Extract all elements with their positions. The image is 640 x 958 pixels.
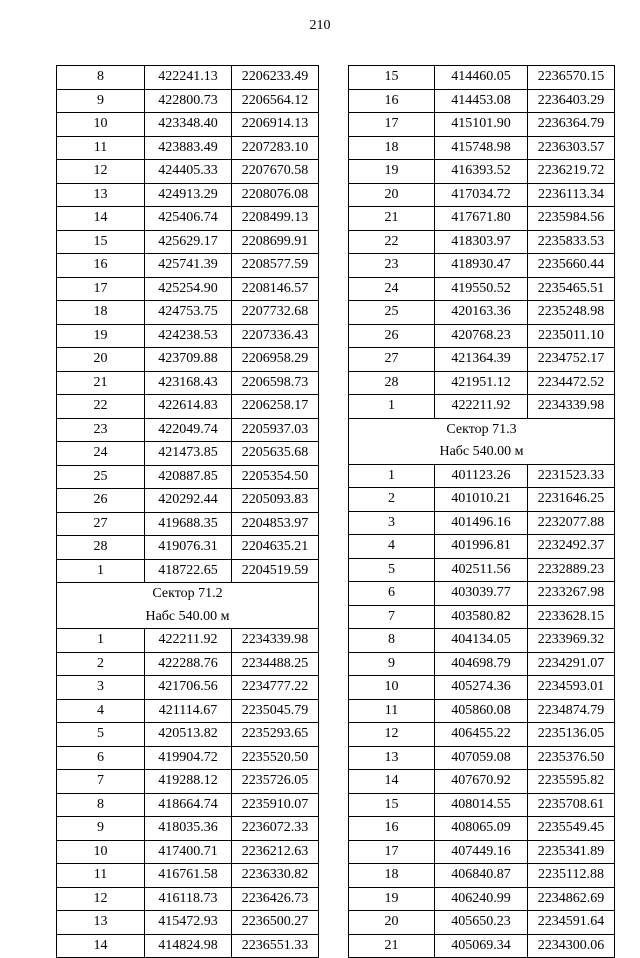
y-coordinate-cell: 2206914.13 xyxy=(232,113,319,137)
x-coordinate-cell: 401123.26 xyxy=(435,464,528,488)
x-coordinate-cell: 422614.83 xyxy=(145,395,232,419)
table-row xyxy=(349,864,615,888)
x-coordinate-cell: 418664.74 xyxy=(145,793,232,817)
point-number-cell: 27 xyxy=(349,348,435,372)
point-number-cell: 2 xyxy=(57,652,145,676)
point-number-cell: 19 xyxy=(349,887,435,911)
point-number-cell: 15 xyxy=(349,66,435,90)
table-row xyxy=(57,817,319,841)
point-number-cell: 24 xyxy=(349,277,435,301)
table-row xyxy=(349,911,615,935)
x-coordinate-cell: 419288.12 xyxy=(145,770,232,794)
point-number-cell: 21 xyxy=(57,371,145,395)
x-coordinate-cell: 414460.05 xyxy=(435,66,528,90)
table-row xyxy=(349,535,615,559)
point-number-cell: 23 xyxy=(349,254,435,278)
point-number-cell: 18 xyxy=(349,864,435,888)
x-coordinate-cell: 423883.49 xyxy=(145,136,232,160)
point-number-cell: 17 xyxy=(349,840,435,864)
point-number-cell: 1 xyxy=(349,395,435,419)
table-row xyxy=(349,89,615,113)
table-row xyxy=(57,230,319,254)
point-number-cell: 8 xyxy=(57,793,145,817)
point-number-cell: 23 xyxy=(57,418,145,442)
y-coordinate-cell: 2231523.33 xyxy=(528,464,615,488)
x-coordinate-cell: 416393.52 xyxy=(435,160,528,184)
y-coordinate-cell: 2206958.29 xyxy=(232,348,319,372)
x-coordinate-cell: 418035.36 xyxy=(145,817,232,841)
x-coordinate-cell: 417034.72 xyxy=(435,183,528,207)
table-row xyxy=(349,254,615,278)
y-coordinate-cell: 2207732.68 xyxy=(232,301,319,325)
y-coordinate-cell: 2234291.07 xyxy=(528,652,615,676)
x-coordinate-cell: 408065.09 xyxy=(435,817,528,841)
table-row xyxy=(57,277,319,301)
x-coordinate-cell: 420292.44 xyxy=(145,489,232,513)
point-number-cell: 10 xyxy=(349,676,435,700)
y-coordinate-cell: 2236426.73 xyxy=(232,887,319,911)
table-row xyxy=(349,207,615,231)
table-row xyxy=(349,511,615,535)
y-coordinate-cell: 2235465.51 xyxy=(528,277,615,301)
y-coordinate-cell: 2236212.63 xyxy=(232,840,319,864)
point-number-cell: 12 xyxy=(57,887,145,911)
point-number-cell: 27 xyxy=(57,512,145,536)
y-coordinate-cell: 2205635.68 xyxy=(232,442,319,466)
y-coordinate-cell: 2208499.13 xyxy=(232,207,319,231)
table-row xyxy=(57,136,319,160)
point-number-cell: 9 xyxy=(57,817,145,841)
x-coordinate-cell: 415472.93 xyxy=(145,911,232,935)
point-number-cell: 21 xyxy=(349,934,435,958)
point-number-cell: 13 xyxy=(349,746,435,770)
point-number-cell: 19 xyxy=(349,160,435,184)
x-coordinate-cell: 401496.16 xyxy=(435,511,528,535)
x-coordinate-cell: 422241.13 xyxy=(145,66,232,90)
x-coordinate-cell: 406455.22 xyxy=(435,723,528,747)
point-number-cell: 28 xyxy=(57,536,145,560)
table-row xyxy=(57,559,319,583)
x-coordinate-cell: 415101.90 xyxy=(435,113,528,137)
table-row xyxy=(57,629,319,653)
table-row xyxy=(349,817,615,841)
y-coordinate-cell: 2205354.50 xyxy=(232,465,319,489)
y-coordinate-cell: 2233628.15 xyxy=(528,605,615,629)
y-coordinate-cell: 2235833.53 xyxy=(528,230,615,254)
table-row xyxy=(57,864,319,888)
table-row xyxy=(57,465,319,489)
y-coordinate-cell: 2205093.83 xyxy=(232,489,319,513)
x-coordinate-cell: 419076.31 xyxy=(145,536,232,560)
sector-header-row xyxy=(349,441,615,464)
table-row xyxy=(57,324,319,348)
x-coordinate-cell: 420163.36 xyxy=(435,301,528,325)
x-coordinate-cell: 425741.39 xyxy=(145,254,232,278)
y-coordinate-cell: 2234339.98 xyxy=(528,395,615,419)
y-coordinate-cell: 2236500.27 xyxy=(232,911,319,935)
y-coordinate-cell: 2234752.17 xyxy=(528,348,615,372)
x-coordinate-cell: 422211.92 xyxy=(145,629,232,653)
table-row xyxy=(57,887,319,911)
point-number-cell: 15 xyxy=(349,793,435,817)
x-coordinate-cell: 421706.56 xyxy=(145,676,232,700)
coordinates-table-right xyxy=(348,65,615,958)
x-coordinate-cell: 408014.55 xyxy=(435,793,528,817)
point-number-cell: 6 xyxy=(57,746,145,770)
table-row xyxy=(57,746,319,770)
y-coordinate-cell: 2234339.98 xyxy=(232,629,319,653)
point-number-cell: 18 xyxy=(349,136,435,160)
y-coordinate-cell: 2234593.01 xyxy=(528,676,615,700)
table-row xyxy=(349,136,615,160)
x-coordinate-cell: 404134.05 xyxy=(435,629,528,653)
point-number-cell: 20 xyxy=(349,911,435,935)
x-coordinate-cell: 418303.97 xyxy=(435,230,528,254)
x-coordinate-cell: 422049.74 xyxy=(145,418,232,442)
x-coordinate-cell: 421473.85 xyxy=(145,442,232,466)
y-coordinate-cell: 2233969.32 xyxy=(528,629,615,653)
sector-header-row xyxy=(57,583,319,606)
table-row xyxy=(57,840,319,864)
x-coordinate-cell: 419688.35 xyxy=(145,512,232,536)
y-coordinate-cell: 2208076.08 xyxy=(232,183,319,207)
y-coordinate-cell: 2236403.29 xyxy=(528,89,615,113)
y-coordinate-cell: 2232889.23 xyxy=(528,558,615,582)
y-coordinate-cell: 2234472.52 xyxy=(528,371,615,395)
x-coordinate-cell: 425254.90 xyxy=(145,277,232,301)
table-row xyxy=(57,442,319,466)
y-coordinate-cell: 2235520.50 xyxy=(232,746,319,770)
table-row xyxy=(349,183,615,207)
table-row xyxy=(57,348,319,372)
y-coordinate-cell: 2235726.05 xyxy=(232,770,319,794)
y-coordinate-cell: 2207670.58 xyxy=(232,160,319,184)
point-number-cell: 7 xyxy=(57,770,145,794)
y-coordinate-cell: 2235248.98 xyxy=(528,301,615,325)
x-coordinate-cell: 415748.98 xyxy=(435,136,528,160)
point-number-cell: 5 xyxy=(57,723,145,747)
y-coordinate-cell: 2236330.82 xyxy=(232,864,319,888)
table-row xyxy=(57,676,319,700)
table-row xyxy=(57,536,319,560)
x-coordinate-cell: 406840.87 xyxy=(435,864,528,888)
point-number-cell: 7 xyxy=(349,605,435,629)
y-coordinate-cell: 2236364.79 xyxy=(528,113,615,137)
y-coordinate-cell: 2236113.34 xyxy=(528,183,615,207)
point-number-cell: 12 xyxy=(57,160,145,184)
table-row xyxy=(57,207,319,231)
x-coordinate-cell: 420513.82 xyxy=(145,723,232,747)
table-row xyxy=(349,113,615,137)
y-coordinate-cell: 2235376.50 xyxy=(528,746,615,770)
x-coordinate-cell: 424913.29 xyxy=(145,183,232,207)
point-number-cell: 10 xyxy=(57,113,145,137)
table-row xyxy=(57,113,319,137)
point-number-cell: 8 xyxy=(57,66,145,90)
x-coordinate-cell: 418930.47 xyxy=(435,254,528,278)
x-coordinate-cell: 403580.82 xyxy=(435,605,528,629)
y-coordinate-cell: 2235011.10 xyxy=(528,324,615,348)
point-number-cell: 13 xyxy=(57,183,145,207)
y-coordinate-cell: 2236219.72 xyxy=(528,160,615,184)
y-coordinate-cell: 2206233.49 xyxy=(232,66,319,90)
sector-height: Набс 540.00 м xyxy=(57,606,319,629)
point-number-cell: 19 xyxy=(57,324,145,348)
x-coordinate-cell: 416761.58 xyxy=(145,864,232,888)
y-coordinate-cell: 2204519.59 xyxy=(232,559,319,583)
table-row xyxy=(57,699,319,723)
x-coordinate-cell: 420887.85 xyxy=(145,465,232,489)
table-row xyxy=(349,934,615,958)
x-coordinate-cell: 417671.80 xyxy=(435,207,528,231)
x-coordinate-cell: 424238.53 xyxy=(145,324,232,348)
coordinates-table-left xyxy=(56,65,319,958)
table-row xyxy=(349,66,615,90)
table-row xyxy=(57,652,319,676)
table-row xyxy=(349,348,615,372)
y-coordinate-cell: 2208699.91 xyxy=(232,230,319,254)
table-row xyxy=(349,371,615,395)
x-coordinate-cell: 404698.79 xyxy=(435,652,528,676)
x-coordinate-cell: 407449.16 xyxy=(435,840,528,864)
x-coordinate-cell: 422800.73 xyxy=(145,89,232,113)
x-coordinate-cell: 425406.74 xyxy=(145,207,232,231)
y-coordinate-cell: 2235549.45 xyxy=(528,817,615,841)
table-row xyxy=(57,254,319,278)
y-coordinate-cell: 2235984.56 xyxy=(528,207,615,231)
y-coordinate-cell: 2207336.43 xyxy=(232,324,319,348)
x-coordinate-cell: 405860.08 xyxy=(435,699,528,723)
y-coordinate-cell: 2235708.61 xyxy=(528,793,615,817)
x-coordinate-cell: 419904.72 xyxy=(145,746,232,770)
y-coordinate-cell: 2205937.03 xyxy=(232,418,319,442)
table-row xyxy=(57,418,319,442)
point-number-cell: 3 xyxy=(349,511,435,535)
table-row xyxy=(57,160,319,184)
y-coordinate-cell: 2234862.69 xyxy=(528,887,615,911)
x-coordinate-cell: 407670.92 xyxy=(435,770,528,794)
y-coordinate-cell: 2234591.64 xyxy=(528,911,615,935)
x-coordinate-cell: 403039.77 xyxy=(435,582,528,606)
x-coordinate-cell: 401010.21 xyxy=(435,488,528,512)
point-number-cell: 16 xyxy=(349,817,435,841)
x-coordinate-cell: 423348.40 xyxy=(145,113,232,137)
point-number-cell: 20 xyxy=(57,348,145,372)
table-row xyxy=(349,395,615,419)
table-row xyxy=(57,723,319,747)
y-coordinate-cell: 2236570.15 xyxy=(528,66,615,90)
point-number-cell: 25 xyxy=(349,301,435,325)
point-number-cell: 18 xyxy=(57,301,145,325)
table-row xyxy=(57,770,319,794)
x-coordinate-cell: 405274.36 xyxy=(435,676,528,700)
table-row xyxy=(57,66,319,90)
y-coordinate-cell: 2235341.89 xyxy=(528,840,615,864)
table-row xyxy=(57,301,319,325)
x-coordinate-cell: 421114.67 xyxy=(145,699,232,723)
point-number-cell: 2 xyxy=(349,488,435,512)
y-coordinate-cell: 2235112.88 xyxy=(528,864,615,888)
table-row xyxy=(57,934,319,958)
table-row xyxy=(349,699,615,723)
table-row xyxy=(57,395,319,419)
table-row xyxy=(349,676,615,700)
y-coordinate-cell: 2206258.17 xyxy=(232,395,319,419)
x-coordinate-cell: 417400.71 xyxy=(145,840,232,864)
table-row xyxy=(349,652,615,676)
x-coordinate-cell: 406240.99 xyxy=(435,887,528,911)
sector-header-row xyxy=(57,606,319,629)
point-number-cell: 9 xyxy=(57,89,145,113)
x-coordinate-cell: 424753.75 xyxy=(145,301,232,325)
point-number-cell: 1 xyxy=(57,629,145,653)
table-row xyxy=(57,793,319,817)
point-number-cell: 22 xyxy=(57,395,145,419)
point-number-cell: 22 xyxy=(349,230,435,254)
point-number-cell: 14 xyxy=(349,770,435,794)
x-coordinate-cell: 422288.76 xyxy=(145,652,232,676)
x-coordinate-cell: 405650.23 xyxy=(435,911,528,935)
y-coordinate-cell: 2235045.79 xyxy=(232,699,319,723)
x-coordinate-cell: 416118.73 xyxy=(145,887,232,911)
point-number-cell: 26 xyxy=(349,324,435,348)
x-coordinate-cell: 421951.12 xyxy=(435,371,528,395)
table-row xyxy=(349,488,615,512)
point-number-cell: 8 xyxy=(349,629,435,653)
y-coordinate-cell: 2208146.57 xyxy=(232,277,319,301)
sector-height: Набс 540.00 м xyxy=(349,441,615,464)
point-number-cell: 16 xyxy=(349,89,435,113)
point-number-cell: 6 xyxy=(349,582,435,606)
sector-title: Сектор 71.3 xyxy=(349,418,615,441)
x-coordinate-cell: 423709.88 xyxy=(145,348,232,372)
y-coordinate-cell: 2235136.05 xyxy=(528,723,615,747)
x-coordinate-cell: 402511.56 xyxy=(435,558,528,582)
point-number-cell: 14 xyxy=(57,207,145,231)
page-number: 210 xyxy=(309,18,331,33)
point-number-cell: 4 xyxy=(349,535,435,559)
table-row xyxy=(349,230,615,254)
table-row xyxy=(57,89,319,113)
table-row xyxy=(349,582,615,606)
x-coordinate-cell: 407059.08 xyxy=(435,746,528,770)
point-number-cell: 1 xyxy=(57,559,145,583)
table-row xyxy=(349,629,615,653)
table-row xyxy=(349,746,615,770)
table-row xyxy=(57,512,319,536)
point-number-cell: 9 xyxy=(349,652,435,676)
point-number-cell: 24 xyxy=(57,442,145,466)
point-number-cell: 21 xyxy=(349,207,435,231)
table-row xyxy=(349,723,615,747)
table-row xyxy=(57,911,319,935)
y-coordinate-cell: 2206598.73 xyxy=(232,371,319,395)
table-row xyxy=(349,770,615,794)
point-number-cell: 17 xyxy=(57,277,145,301)
x-coordinate-cell: 401996.81 xyxy=(435,535,528,559)
x-coordinate-cell: 424405.33 xyxy=(145,160,232,184)
y-coordinate-cell: 2232492.37 xyxy=(528,535,615,559)
x-coordinate-cell: 423168.43 xyxy=(145,371,232,395)
point-number-cell: 17 xyxy=(349,113,435,137)
point-number-cell: 3 xyxy=(57,676,145,700)
point-number-cell: 13 xyxy=(57,911,145,935)
point-number-cell: 14 xyxy=(57,934,145,958)
table-row xyxy=(57,183,319,207)
table-row xyxy=(349,793,615,817)
y-coordinate-cell: 2236072.33 xyxy=(232,817,319,841)
table-row xyxy=(349,160,615,184)
x-coordinate-cell: 414453.08 xyxy=(435,89,528,113)
point-number-cell: 10 xyxy=(57,840,145,864)
x-coordinate-cell: 419550.52 xyxy=(435,277,528,301)
point-number-cell: 12 xyxy=(349,723,435,747)
y-coordinate-cell: 2234777.22 xyxy=(232,676,319,700)
sector-header-row xyxy=(349,418,615,441)
table-row xyxy=(57,489,319,513)
point-number-cell: 11 xyxy=(349,699,435,723)
point-number-cell: 1 xyxy=(349,464,435,488)
y-coordinate-cell: 2204635.21 xyxy=(232,536,319,560)
point-number-cell: 5 xyxy=(349,558,435,582)
y-coordinate-cell: 2231646.25 xyxy=(528,488,615,512)
y-coordinate-cell: 2235660.44 xyxy=(528,254,615,278)
table-row xyxy=(349,464,615,488)
table-row xyxy=(349,605,615,629)
x-coordinate-cell: 425629.17 xyxy=(145,230,232,254)
point-number-cell: 11 xyxy=(57,136,145,160)
y-coordinate-cell: 2206564.12 xyxy=(232,89,319,113)
table-row xyxy=(349,887,615,911)
y-coordinate-cell: 2235910.07 xyxy=(232,793,319,817)
x-coordinate-cell: 420768.23 xyxy=(435,324,528,348)
x-coordinate-cell: 405069.34 xyxy=(435,934,528,958)
table-row xyxy=(57,371,319,395)
point-number-cell: 15 xyxy=(57,230,145,254)
table-row xyxy=(349,840,615,864)
y-coordinate-cell: 2207283.10 xyxy=(232,136,319,160)
point-number-cell: 28 xyxy=(349,371,435,395)
x-coordinate-cell: 414824.98 xyxy=(145,934,232,958)
y-coordinate-cell: 2236551.33 xyxy=(232,934,319,958)
x-coordinate-cell: 422211.92 xyxy=(435,395,528,419)
y-coordinate-cell: 2234488.25 xyxy=(232,652,319,676)
y-coordinate-cell: 2234874.79 xyxy=(528,699,615,723)
point-number-cell: 11 xyxy=(57,864,145,888)
y-coordinate-cell: 2236303.57 xyxy=(528,136,615,160)
x-coordinate-cell: 418722.65 xyxy=(145,559,232,583)
y-coordinate-cell: 2235595.82 xyxy=(528,770,615,794)
y-coordinate-cell: 2235293.65 xyxy=(232,723,319,747)
table-row xyxy=(349,558,615,582)
point-number-cell: 16 xyxy=(57,254,145,278)
y-coordinate-cell: 2234300.06 xyxy=(528,934,615,958)
x-coordinate-cell: 421364.39 xyxy=(435,348,528,372)
point-number-cell: 26 xyxy=(57,489,145,513)
point-number-cell: 4 xyxy=(57,699,145,723)
table-row xyxy=(349,324,615,348)
y-coordinate-cell: 2208577.59 xyxy=(232,254,319,278)
y-coordinate-cell: 2232077.88 xyxy=(528,511,615,535)
point-number-cell: 25 xyxy=(57,465,145,489)
table-row xyxy=(349,277,615,301)
sector-title: Сектор 71.2 xyxy=(57,583,319,606)
table-row xyxy=(349,301,615,325)
point-number-cell: 20 xyxy=(349,183,435,207)
y-coordinate-cell: 2204853.97 xyxy=(232,512,319,536)
y-coordinate-cell: 2233267.98 xyxy=(528,582,615,606)
